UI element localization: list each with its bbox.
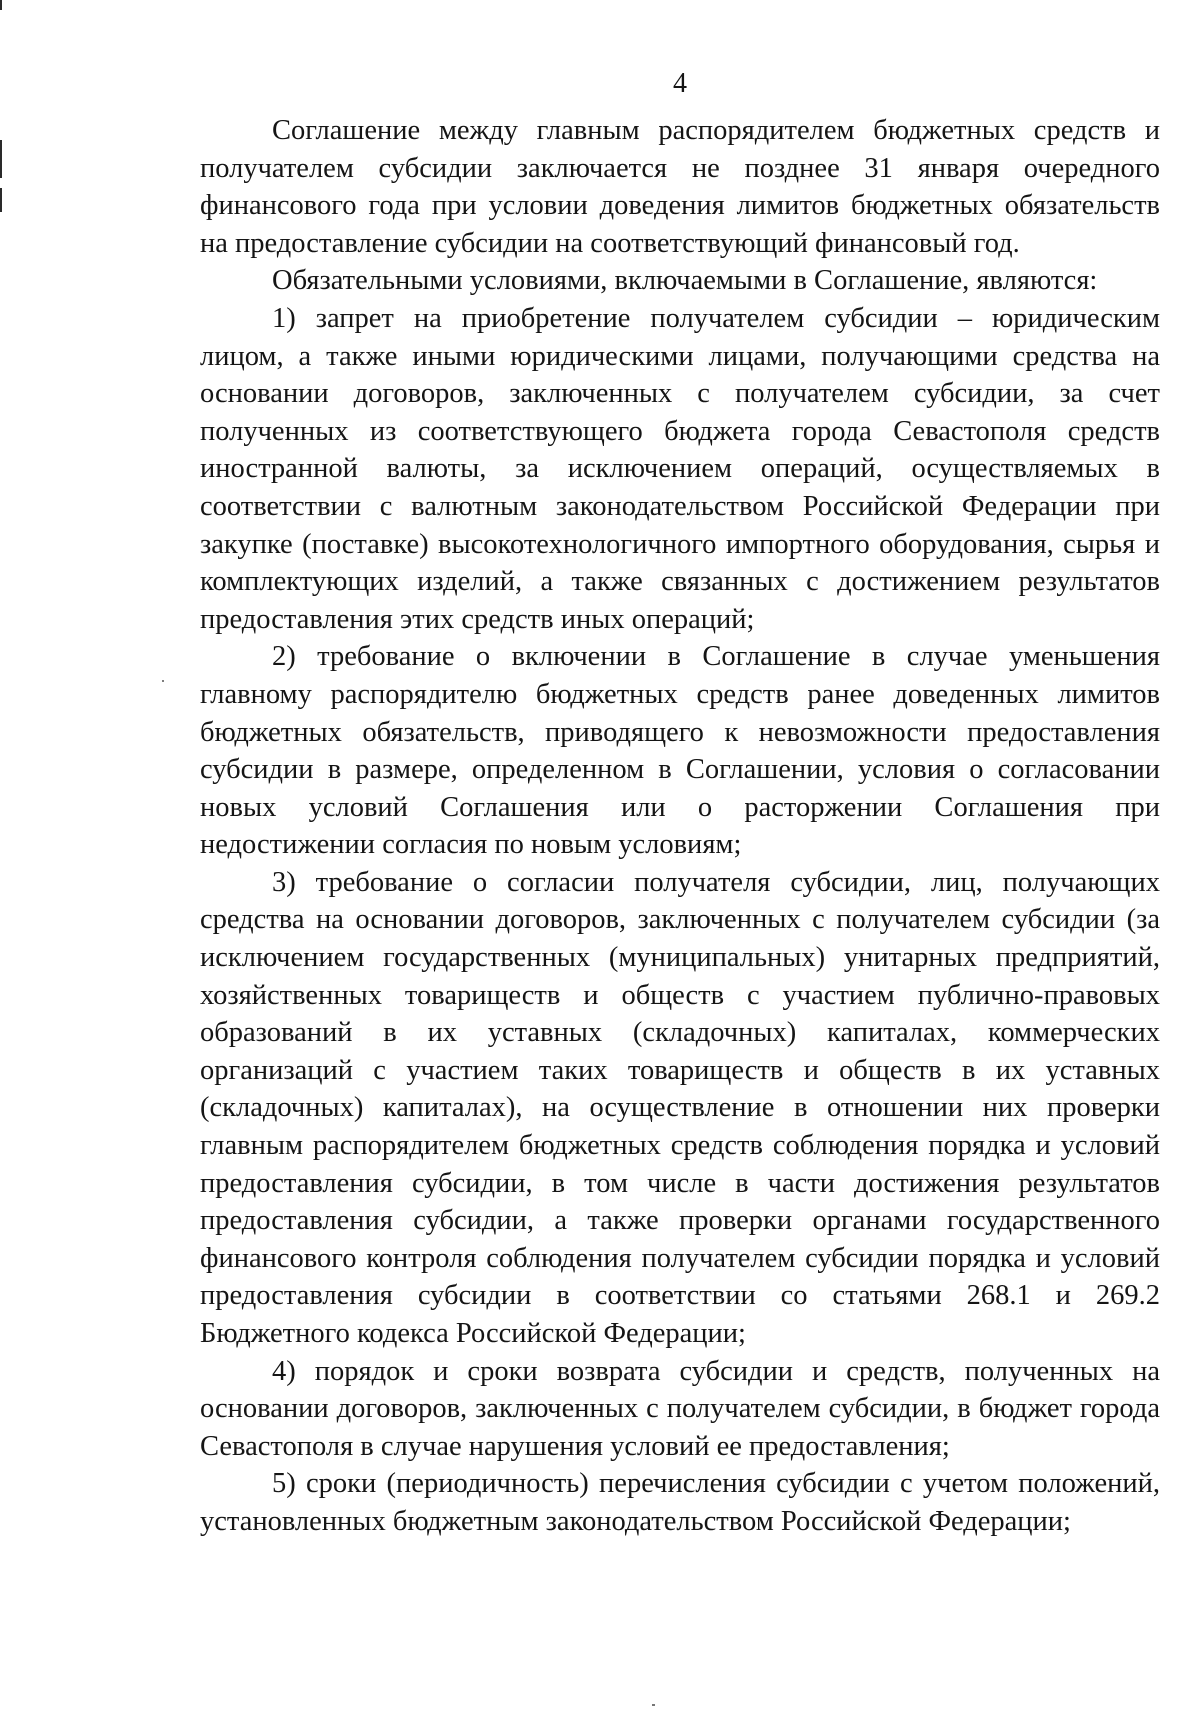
list-item-2: 2) требование о включении в Соглашение в случае уменьшения главному распорядителю бюджетных средств ранее доведенных лимитов бюджетных обязательств, приводящего к невозможности предоставления субсидии в размере, определенном в Соглашении, условия о согласовании новых условий Соглашения или о расторжении Соглашения при недостижении согласия по новым условиям; — [200, 641, 1160, 861]
paragraph-agreement-deadline: Соглашение между главным распорядителем бюджетных средств и получателем субсидии заключается не позднее 31 января очередного финансового года при условии доведения лимитов бюджетных обязательств на предоставление субсидии на соответствующий финансовый год. — [200, 115, 1160, 259]
list-item-5: 5) сроки (периодичность) перечисления субсидии с учетом положений, установленных бюджетным законодательством Российской Федерации; — [200, 1468, 1160, 1537]
list-item-1: 1) запрет на приобретение получателем субсидии – юридическим лицом, а также иными юридическими лицами, получающими средства на основании договоров, заключенных с получателем субсидии, за счет полученных из соответствующего бюджета города Севастополя средств иностранной валюты, за исключением операций, осуществляемых в соответствии с валютным законодательством Российской Федерации при закупке (поставке) высокотехнологичного импортного оборудования, сырья и комплектующих изделий, а также связанных с достижением результатов предоставления этих средств иных операций; — [200, 302, 1160, 635]
scan-edge-mark — [0, 140, 2, 178]
scan-edge-mark — [0, 0, 2, 10]
page-number: 4 — [673, 68, 687, 99]
list-item-3: 3) требование о согласии получателя субсидии, лиц, получающих средства на основании договоров, заключенных с получателем субсидии (за исключением государственных (муниципальных) унитарных предприятий, хозяйственных товариществ и обществ с участием публично-правовых образований в их уставных (складочных) капиталах, коммерческих организаций с участием таких товариществ и обществ в их уставных (складочных) капиталах), на осуществление в отношении них проверки главным распорядителем бюджетных средств соблюдения порядка и условий предоставления субсидии, в том числе в части достижения результатов предоставления субсидии, а также проверки органами государственного финансового контроля соблюдения получателем субсидии порядка и условий предоставления субсидии в соответствии со статьями 268.1 и 269.2 Бюджетного кодекса Российской Федерации; — [200, 866, 1160, 1349]
scan-speck — [162, 680, 164, 682]
document-body — [200, 112, 1160, 1541]
list-item-4: 4) порядок и сроки возврата субсидии и средств, полученных на основании договоров, заключенных с получателем субсидии, в бюджет города Севастополя в случае нарушения условий ее предоставления; — [200, 1355, 1160, 1462]
scan-edge-mark — [0, 188, 2, 212]
paragraph-mandatory-conditions: Обязательными условиями, включаемыми в Соглашение, являются: — [272, 265, 1098, 297]
scan-speck — [652, 1704, 655, 1706]
